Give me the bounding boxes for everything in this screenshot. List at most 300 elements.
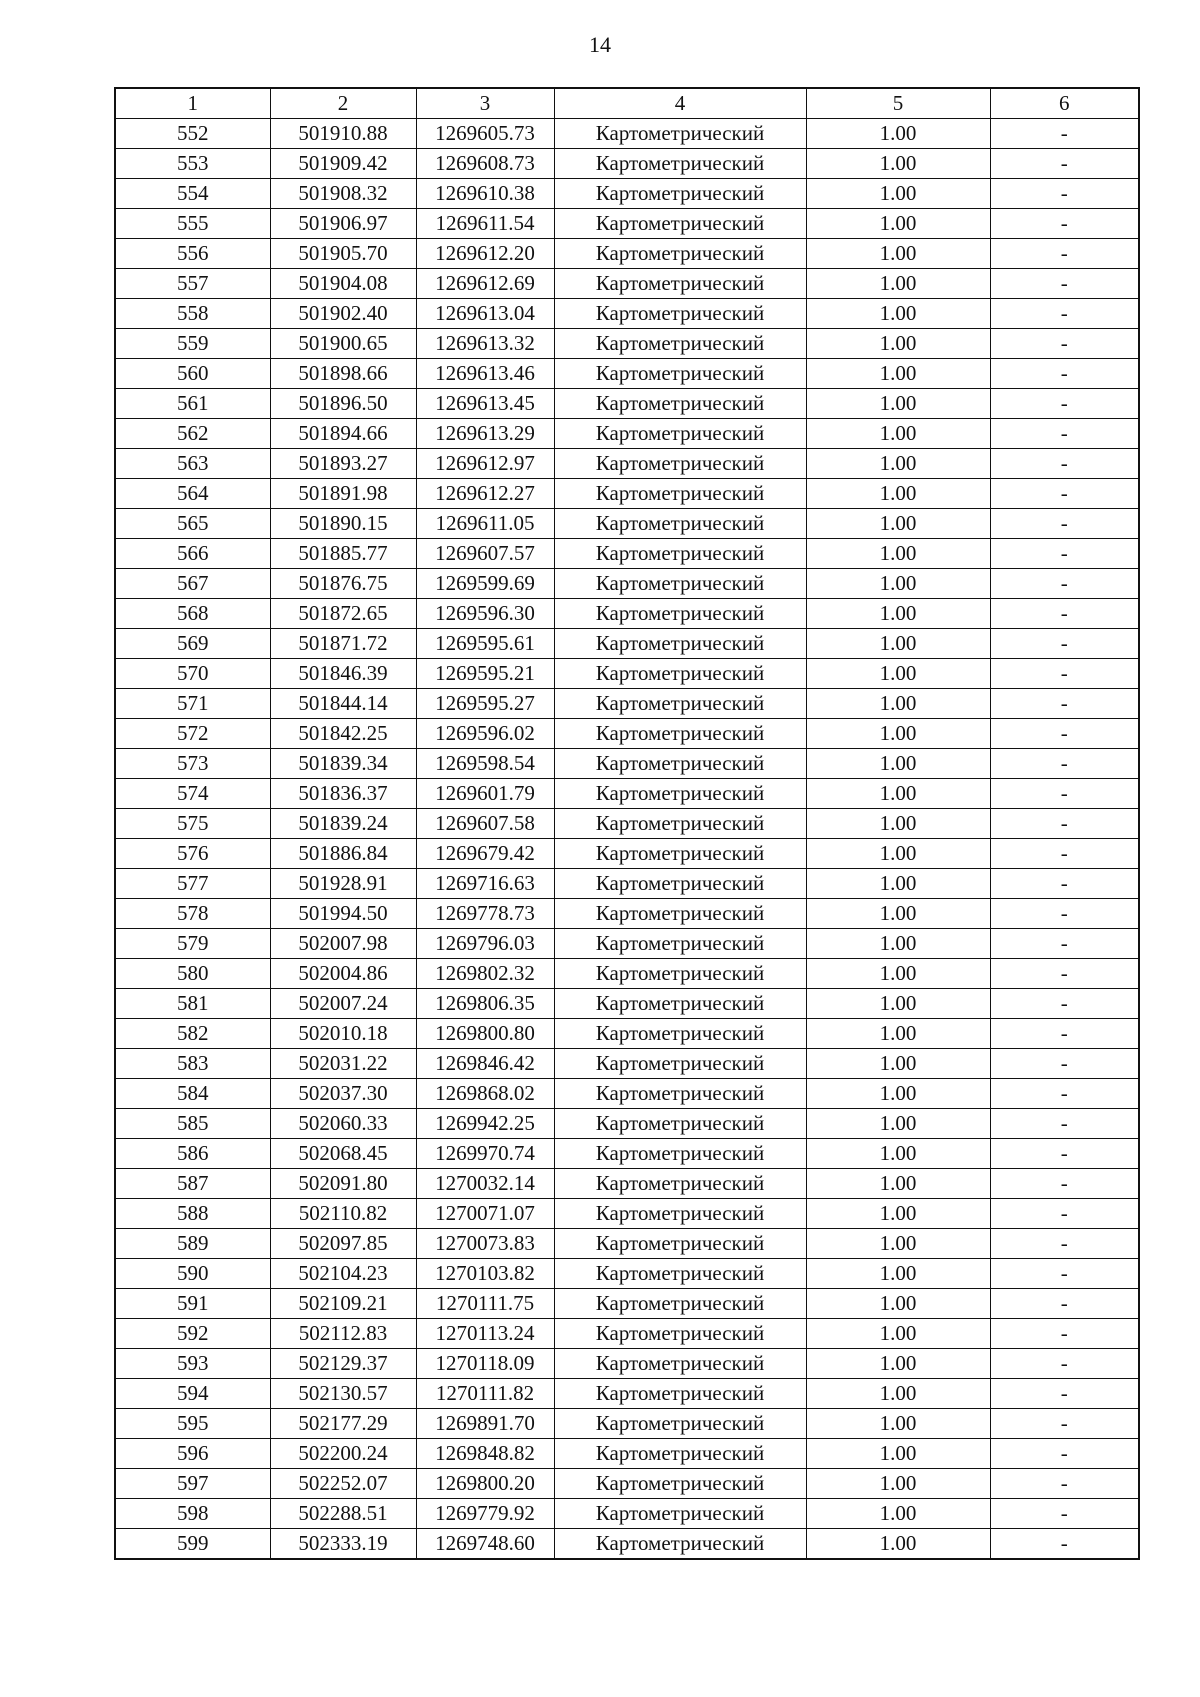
method-cell: Картометрический bbox=[554, 959, 806, 989]
x-coordinate-cell: 501994.50 bbox=[270, 899, 416, 929]
y-coordinate-cell: 1269846.42 bbox=[416, 1049, 554, 1079]
point-number-cell: 567 bbox=[115, 569, 270, 599]
table-row bbox=[115, 1079, 1139, 1109]
table-row bbox=[115, 1469, 1139, 1499]
accuracy-cell: 1.00 bbox=[806, 269, 990, 299]
y-coordinate-cell: 1269613.32 bbox=[416, 329, 554, 359]
accuracy-cell: 1.00 bbox=[806, 359, 990, 389]
x-coordinate-cell: 501871.72 bbox=[270, 629, 416, 659]
accuracy-cell: 1.00 bbox=[806, 749, 990, 779]
y-coordinate-cell: 1269800.80 bbox=[416, 1019, 554, 1049]
y-coordinate-cell: 1269613.45 bbox=[416, 389, 554, 419]
x-coordinate-cell: 501893.27 bbox=[270, 449, 416, 479]
accuracy-cell: 1.00 bbox=[806, 1379, 990, 1409]
accuracy-cell: 1.00 bbox=[806, 1409, 990, 1439]
x-coordinate-cell: 502110.82 bbox=[270, 1199, 416, 1229]
accuracy-cell: 1.00 bbox=[806, 1049, 990, 1079]
note-cell: - bbox=[990, 869, 1139, 899]
accuracy-cell: 1.00 bbox=[806, 1349, 990, 1379]
accuracy-cell: 1.00 bbox=[806, 809, 990, 839]
y-coordinate-cell: 1270113.24 bbox=[416, 1319, 554, 1349]
point-number-cell: 560 bbox=[115, 359, 270, 389]
table-row bbox=[115, 719, 1139, 749]
table-row bbox=[115, 1439, 1139, 1469]
table-row bbox=[115, 1019, 1139, 1049]
table-row bbox=[115, 1259, 1139, 1289]
table-row bbox=[115, 1379, 1139, 1409]
x-coordinate-cell: 501906.97 bbox=[270, 209, 416, 239]
x-coordinate-cell: 501894.66 bbox=[270, 419, 416, 449]
method-cell: Картометрический bbox=[554, 1289, 806, 1319]
y-coordinate-cell: 1270118.09 bbox=[416, 1349, 554, 1379]
note-cell: - bbox=[990, 449, 1139, 479]
point-number-cell: 585 bbox=[115, 1109, 270, 1139]
table-row bbox=[115, 1199, 1139, 1229]
x-coordinate-cell: 502004.86 bbox=[270, 959, 416, 989]
accuracy-cell: 1.00 bbox=[806, 539, 990, 569]
note-cell: - bbox=[990, 1379, 1139, 1409]
note-cell: - bbox=[990, 1439, 1139, 1469]
y-coordinate-cell: 1270071.07 bbox=[416, 1199, 554, 1229]
accuracy-cell: 1.00 bbox=[806, 839, 990, 869]
y-coordinate-cell: 1269806.35 bbox=[416, 989, 554, 1019]
x-coordinate-cell: 501836.37 bbox=[270, 779, 416, 809]
accuracy-cell: 1.00 bbox=[806, 1229, 990, 1259]
method-cell: Картометрический bbox=[554, 389, 806, 419]
accuracy-cell: 1.00 bbox=[806, 929, 990, 959]
point-number-cell: 571 bbox=[115, 689, 270, 719]
table-row bbox=[115, 269, 1139, 299]
header-cell-1: 1 bbox=[115, 88, 270, 119]
table-row bbox=[115, 539, 1139, 569]
y-coordinate-cell: 1269596.30 bbox=[416, 599, 554, 629]
y-coordinate-cell: 1269607.57 bbox=[416, 539, 554, 569]
note-cell: - bbox=[990, 389, 1139, 419]
table-row bbox=[115, 659, 1139, 689]
accuracy-cell: 1.00 bbox=[806, 1019, 990, 1049]
x-coordinate-cell: 501872.65 bbox=[270, 599, 416, 629]
y-coordinate-cell: 1269800.20 bbox=[416, 1469, 554, 1499]
table-row bbox=[115, 1139, 1139, 1169]
note-cell: - bbox=[990, 179, 1139, 209]
point-number-cell: 586 bbox=[115, 1139, 270, 1169]
note-cell: - bbox=[990, 509, 1139, 539]
method-cell: Картометрический bbox=[554, 1139, 806, 1169]
note-cell: - bbox=[990, 989, 1139, 1019]
note-cell: - bbox=[990, 809, 1139, 839]
point-number-cell: 593 bbox=[115, 1349, 270, 1379]
table-row bbox=[115, 959, 1139, 989]
table-row bbox=[115, 1289, 1139, 1319]
point-number-cell: 582 bbox=[115, 1019, 270, 1049]
table-body bbox=[115, 119, 1139, 1560]
y-coordinate-cell: 1269796.03 bbox=[416, 929, 554, 959]
note-cell: - bbox=[990, 209, 1139, 239]
point-number-cell: 569 bbox=[115, 629, 270, 659]
method-cell: Картометрический bbox=[554, 179, 806, 209]
x-coordinate-cell: 501902.40 bbox=[270, 299, 416, 329]
accuracy-cell: 1.00 bbox=[806, 869, 990, 899]
note-cell: - bbox=[990, 659, 1139, 689]
y-coordinate-cell: 1269595.21 bbox=[416, 659, 554, 689]
table-row bbox=[115, 569, 1139, 599]
note-cell: - bbox=[990, 1169, 1139, 1199]
note-cell: - bbox=[990, 269, 1139, 299]
point-number-cell: 583 bbox=[115, 1049, 270, 1079]
x-coordinate-cell: 502037.30 bbox=[270, 1079, 416, 1109]
accuracy-cell: 1.00 bbox=[806, 239, 990, 269]
note-cell: - bbox=[990, 1409, 1139, 1439]
method-cell: Картометрический bbox=[554, 329, 806, 359]
table-row bbox=[115, 479, 1139, 509]
x-coordinate-cell: 502252.07 bbox=[270, 1469, 416, 1499]
method-cell: Картометрический bbox=[554, 989, 806, 1019]
x-coordinate-cell: 502068.45 bbox=[270, 1139, 416, 1169]
note-cell: - bbox=[990, 899, 1139, 929]
method-cell: Картометрический bbox=[554, 149, 806, 179]
y-coordinate-cell: 1269613.46 bbox=[416, 359, 554, 389]
coordinates-table bbox=[114, 87, 1140, 1560]
x-coordinate-cell: 501846.39 bbox=[270, 659, 416, 689]
method-cell: Картометрический bbox=[554, 359, 806, 389]
accuracy-cell: 1.00 bbox=[806, 1169, 990, 1199]
point-number-cell: 588 bbox=[115, 1199, 270, 1229]
accuracy-cell: 1.00 bbox=[806, 1139, 990, 1169]
x-coordinate-cell: 501839.34 bbox=[270, 749, 416, 779]
point-number-cell: 581 bbox=[115, 989, 270, 1019]
x-coordinate-cell: 501898.66 bbox=[270, 359, 416, 389]
accuracy-cell: 1.00 bbox=[806, 599, 990, 629]
note-cell: - bbox=[990, 539, 1139, 569]
x-coordinate-cell: 502112.83 bbox=[270, 1319, 416, 1349]
method-cell: Картометрический bbox=[554, 479, 806, 509]
accuracy-cell: 1.00 bbox=[806, 1469, 990, 1499]
accuracy-cell: 1.00 bbox=[806, 449, 990, 479]
y-coordinate-cell: 1269891.70 bbox=[416, 1409, 554, 1439]
y-coordinate-cell: 1269596.02 bbox=[416, 719, 554, 749]
accuracy-cell: 1.00 bbox=[806, 959, 990, 989]
point-number-cell: 592 bbox=[115, 1319, 270, 1349]
method-cell: Картометрический bbox=[554, 569, 806, 599]
point-number-cell: 579 bbox=[115, 929, 270, 959]
y-coordinate-cell: 1269595.61 bbox=[416, 629, 554, 659]
note-cell: - bbox=[990, 1019, 1139, 1049]
y-coordinate-cell: 1269848.82 bbox=[416, 1439, 554, 1469]
note-cell: - bbox=[990, 629, 1139, 659]
accuracy-cell: 1.00 bbox=[806, 779, 990, 809]
note-cell: - bbox=[990, 359, 1139, 389]
y-coordinate-cell: 1269595.27 bbox=[416, 689, 554, 719]
note-cell: - bbox=[990, 719, 1139, 749]
x-coordinate-cell: 502097.85 bbox=[270, 1229, 416, 1259]
method-cell: Картометрический bbox=[554, 209, 806, 239]
table-header-row bbox=[115, 88, 1139, 119]
table-row bbox=[115, 1049, 1139, 1079]
note-cell: - bbox=[990, 1469, 1139, 1499]
table-row bbox=[115, 239, 1139, 269]
accuracy-cell: 1.00 bbox=[806, 149, 990, 179]
method-cell: Картометрический bbox=[554, 449, 806, 479]
point-number-cell: 574 bbox=[115, 779, 270, 809]
y-coordinate-cell: 1269608.73 bbox=[416, 149, 554, 179]
note-cell: - bbox=[990, 1199, 1139, 1229]
accuracy-cell: 1.00 bbox=[806, 1499, 990, 1529]
note-cell: - bbox=[990, 149, 1139, 179]
table-row bbox=[115, 1409, 1139, 1439]
method-cell: Картометрический bbox=[554, 1319, 806, 1349]
x-coordinate-cell: 502109.21 bbox=[270, 1289, 416, 1319]
point-number-cell: 556 bbox=[115, 239, 270, 269]
note-cell: - bbox=[990, 749, 1139, 779]
x-coordinate-cell: 501886.84 bbox=[270, 839, 416, 869]
table-row bbox=[115, 809, 1139, 839]
accuracy-cell: 1.00 bbox=[806, 389, 990, 419]
table-row bbox=[115, 869, 1139, 899]
table-row bbox=[115, 779, 1139, 809]
table-row bbox=[115, 329, 1139, 359]
method-cell: Картометрический bbox=[554, 509, 806, 539]
note-cell: - bbox=[990, 1499, 1139, 1529]
y-coordinate-cell: 1269748.60 bbox=[416, 1529, 554, 1560]
y-coordinate-cell: 1269679.42 bbox=[416, 839, 554, 869]
note-cell: - bbox=[990, 779, 1139, 809]
table-row bbox=[115, 209, 1139, 239]
y-coordinate-cell: 1269779.92 bbox=[416, 1499, 554, 1529]
table-row bbox=[115, 929, 1139, 959]
accuracy-cell: 1.00 bbox=[806, 1199, 990, 1229]
y-coordinate-cell: 1269868.02 bbox=[416, 1079, 554, 1109]
y-coordinate-cell: 1269612.69 bbox=[416, 269, 554, 299]
method-cell: Картометрический bbox=[554, 1499, 806, 1529]
table-row bbox=[115, 419, 1139, 449]
method-cell: Картометрический bbox=[554, 809, 806, 839]
method-cell: Картометрический bbox=[554, 749, 806, 779]
accuracy-cell: 1.00 bbox=[806, 1319, 990, 1349]
method-cell: Картометрический bbox=[554, 929, 806, 959]
note-cell: - bbox=[990, 299, 1139, 329]
accuracy-cell: 1.00 bbox=[806, 569, 990, 599]
method-cell: Картометрический bbox=[554, 899, 806, 929]
table-row bbox=[115, 839, 1139, 869]
y-coordinate-cell: 1270103.82 bbox=[416, 1259, 554, 1289]
point-number-cell: 575 bbox=[115, 809, 270, 839]
method-cell: Картометрический bbox=[554, 869, 806, 899]
note-cell: - bbox=[990, 1139, 1139, 1169]
method-cell: Картометрический bbox=[554, 269, 806, 299]
point-number-cell: 597 bbox=[115, 1469, 270, 1499]
x-coordinate-cell: 501896.50 bbox=[270, 389, 416, 419]
accuracy-cell: 1.00 bbox=[806, 1289, 990, 1319]
point-number-cell: 589 bbox=[115, 1229, 270, 1259]
method-cell: Картометрический bbox=[554, 419, 806, 449]
table-row bbox=[115, 119, 1139, 149]
point-number-cell: 558 bbox=[115, 299, 270, 329]
x-coordinate-cell: 501909.42 bbox=[270, 149, 416, 179]
x-coordinate-cell: 502130.57 bbox=[270, 1379, 416, 1409]
y-coordinate-cell: 1270032.14 bbox=[416, 1169, 554, 1199]
method-cell: Картометрический bbox=[554, 1229, 806, 1259]
method-cell: Картометрический bbox=[554, 539, 806, 569]
accuracy-cell: 1.00 bbox=[806, 659, 990, 689]
point-number-cell: 562 bbox=[115, 419, 270, 449]
point-number-cell: 564 bbox=[115, 479, 270, 509]
method-cell: Картометрический bbox=[554, 1079, 806, 1109]
point-number-cell: 561 bbox=[115, 389, 270, 419]
point-number-cell: 596 bbox=[115, 1439, 270, 1469]
accuracy-cell: 1.00 bbox=[806, 209, 990, 239]
table-row bbox=[115, 1229, 1139, 1259]
y-coordinate-cell: 1269613.29 bbox=[416, 419, 554, 449]
accuracy-cell: 1.00 bbox=[806, 989, 990, 1019]
note-cell: - bbox=[990, 1289, 1139, 1319]
point-number-cell: 578 bbox=[115, 899, 270, 929]
method-cell: Картометрический bbox=[554, 1349, 806, 1379]
point-number-cell: 587 bbox=[115, 1169, 270, 1199]
table-row bbox=[115, 1319, 1139, 1349]
x-coordinate-cell: 501891.98 bbox=[270, 479, 416, 509]
x-coordinate-cell: 501839.24 bbox=[270, 809, 416, 839]
point-number-cell: 584 bbox=[115, 1079, 270, 1109]
y-coordinate-cell: 1269598.54 bbox=[416, 749, 554, 779]
table-row bbox=[115, 599, 1139, 629]
header-cell-3: 3 bbox=[416, 88, 554, 119]
x-coordinate-cell: 502060.33 bbox=[270, 1109, 416, 1139]
point-number-cell: 591 bbox=[115, 1289, 270, 1319]
method-cell: Картометрический bbox=[554, 1439, 806, 1469]
note-cell: - bbox=[990, 599, 1139, 629]
point-number-cell: 570 bbox=[115, 659, 270, 689]
note-cell: - bbox=[990, 1319, 1139, 1349]
table-row bbox=[115, 899, 1139, 929]
x-coordinate-cell: 502200.24 bbox=[270, 1439, 416, 1469]
point-number-cell: 573 bbox=[115, 749, 270, 779]
method-cell: Картометрический bbox=[554, 1169, 806, 1199]
method-cell: Картометрический bbox=[554, 1109, 806, 1139]
y-coordinate-cell: 1269613.04 bbox=[416, 299, 554, 329]
accuracy-cell: 1.00 bbox=[806, 329, 990, 359]
table-row bbox=[115, 299, 1139, 329]
point-number-cell: 595 bbox=[115, 1409, 270, 1439]
method-cell: Картометрический bbox=[554, 1199, 806, 1229]
table-row bbox=[115, 1109, 1139, 1139]
y-coordinate-cell: 1269778.73 bbox=[416, 899, 554, 929]
header-cell-4: 4 bbox=[554, 88, 806, 119]
accuracy-cell: 1.00 bbox=[806, 299, 990, 329]
y-coordinate-cell: 1269611.54 bbox=[416, 209, 554, 239]
point-number-cell: 554 bbox=[115, 179, 270, 209]
x-coordinate-cell: 501928.91 bbox=[270, 869, 416, 899]
header-cell-6: 6 bbox=[990, 88, 1139, 119]
method-cell: Картометрический bbox=[554, 299, 806, 329]
table-row bbox=[115, 1499, 1139, 1529]
method-cell: Картометрический bbox=[554, 1379, 806, 1409]
table-row bbox=[115, 389, 1139, 419]
note-cell: - bbox=[990, 1049, 1139, 1079]
x-coordinate-cell: 502177.29 bbox=[270, 1409, 416, 1439]
table-row bbox=[115, 689, 1139, 719]
table-row bbox=[115, 509, 1139, 539]
accuracy-cell: 1.00 bbox=[806, 1079, 990, 1109]
point-number-cell: 590 bbox=[115, 1259, 270, 1289]
y-coordinate-cell: 1269607.58 bbox=[416, 809, 554, 839]
accuracy-cell: 1.00 bbox=[806, 509, 990, 539]
x-coordinate-cell: 501842.25 bbox=[270, 719, 416, 749]
point-number-cell: 555 bbox=[115, 209, 270, 239]
point-number-cell: 559 bbox=[115, 329, 270, 359]
x-coordinate-cell: 501908.32 bbox=[270, 179, 416, 209]
accuracy-cell: 1.00 bbox=[806, 689, 990, 719]
method-cell: Картометрический bbox=[554, 779, 806, 809]
y-coordinate-cell: 1269605.73 bbox=[416, 119, 554, 149]
method-cell: Картометрический bbox=[554, 1469, 806, 1499]
accuracy-cell: 1.00 bbox=[806, 629, 990, 659]
accuracy-cell: 1.00 bbox=[806, 1529, 990, 1560]
accuracy-cell: 1.00 bbox=[806, 1259, 990, 1289]
accuracy-cell: 1.00 bbox=[806, 1439, 990, 1469]
header-cell-5: 5 bbox=[806, 88, 990, 119]
method-cell: Картометрический bbox=[554, 1049, 806, 1079]
accuracy-cell: 1.00 bbox=[806, 419, 990, 449]
x-coordinate-cell: 502104.23 bbox=[270, 1259, 416, 1289]
x-coordinate-cell: 501910.88 bbox=[270, 119, 416, 149]
y-coordinate-cell: 1270111.82 bbox=[416, 1379, 554, 1409]
y-coordinate-cell: 1269942.25 bbox=[416, 1109, 554, 1139]
method-cell: Картометрический bbox=[554, 719, 806, 749]
accuracy-cell: 1.00 bbox=[806, 479, 990, 509]
note-cell: - bbox=[990, 569, 1139, 599]
table-row bbox=[115, 1169, 1139, 1199]
point-number-cell: 568 bbox=[115, 599, 270, 629]
y-coordinate-cell: 1269716.63 bbox=[416, 869, 554, 899]
x-coordinate-cell: 501890.15 bbox=[270, 509, 416, 539]
y-coordinate-cell: 1269599.69 bbox=[416, 569, 554, 599]
note-cell: - bbox=[990, 929, 1139, 959]
note-cell: - bbox=[990, 1259, 1139, 1289]
method-cell: Картометрический bbox=[554, 839, 806, 869]
table-row bbox=[115, 1529, 1139, 1560]
accuracy-cell: 1.00 bbox=[806, 179, 990, 209]
x-coordinate-cell: 502010.18 bbox=[270, 1019, 416, 1049]
y-coordinate-cell: 1269970.74 bbox=[416, 1139, 554, 1169]
table-row bbox=[115, 989, 1139, 1019]
accuracy-cell: 1.00 bbox=[806, 1109, 990, 1139]
table-row bbox=[115, 359, 1139, 389]
x-coordinate-cell: 501885.77 bbox=[270, 539, 416, 569]
x-coordinate-cell: 502333.19 bbox=[270, 1529, 416, 1560]
note-cell: - bbox=[990, 479, 1139, 509]
point-number-cell: 594 bbox=[115, 1379, 270, 1409]
method-cell: Картометрический bbox=[554, 1529, 806, 1560]
note-cell: - bbox=[990, 419, 1139, 449]
table-row bbox=[115, 179, 1139, 209]
table-row bbox=[115, 749, 1139, 779]
x-coordinate-cell: 502091.80 bbox=[270, 1169, 416, 1199]
point-number-cell: 572 bbox=[115, 719, 270, 749]
accuracy-cell: 1.00 bbox=[806, 119, 990, 149]
y-coordinate-cell: 1269601.79 bbox=[416, 779, 554, 809]
point-number-cell: 557 bbox=[115, 269, 270, 299]
y-coordinate-cell: 1269612.97 bbox=[416, 449, 554, 479]
x-coordinate-cell: 502031.22 bbox=[270, 1049, 416, 1079]
x-coordinate-cell: 502007.24 bbox=[270, 989, 416, 1019]
method-cell: Картометрический bbox=[554, 119, 806, 149]
x-coordinate-cell: 501844.14 bbox=[270, 689, 416, 719]
table-row bbox=[115, 449, 1139, 479]
x-coordinate-cell: 501900.65 bbox=[270, 329, 416, 359]
table-row bbox=[115, 629, 1139, 659]
note-cell: - bbox=[990, 839, 1139, 869]
note-cell: - bbox=[990, 1529, 1139, 1560]
